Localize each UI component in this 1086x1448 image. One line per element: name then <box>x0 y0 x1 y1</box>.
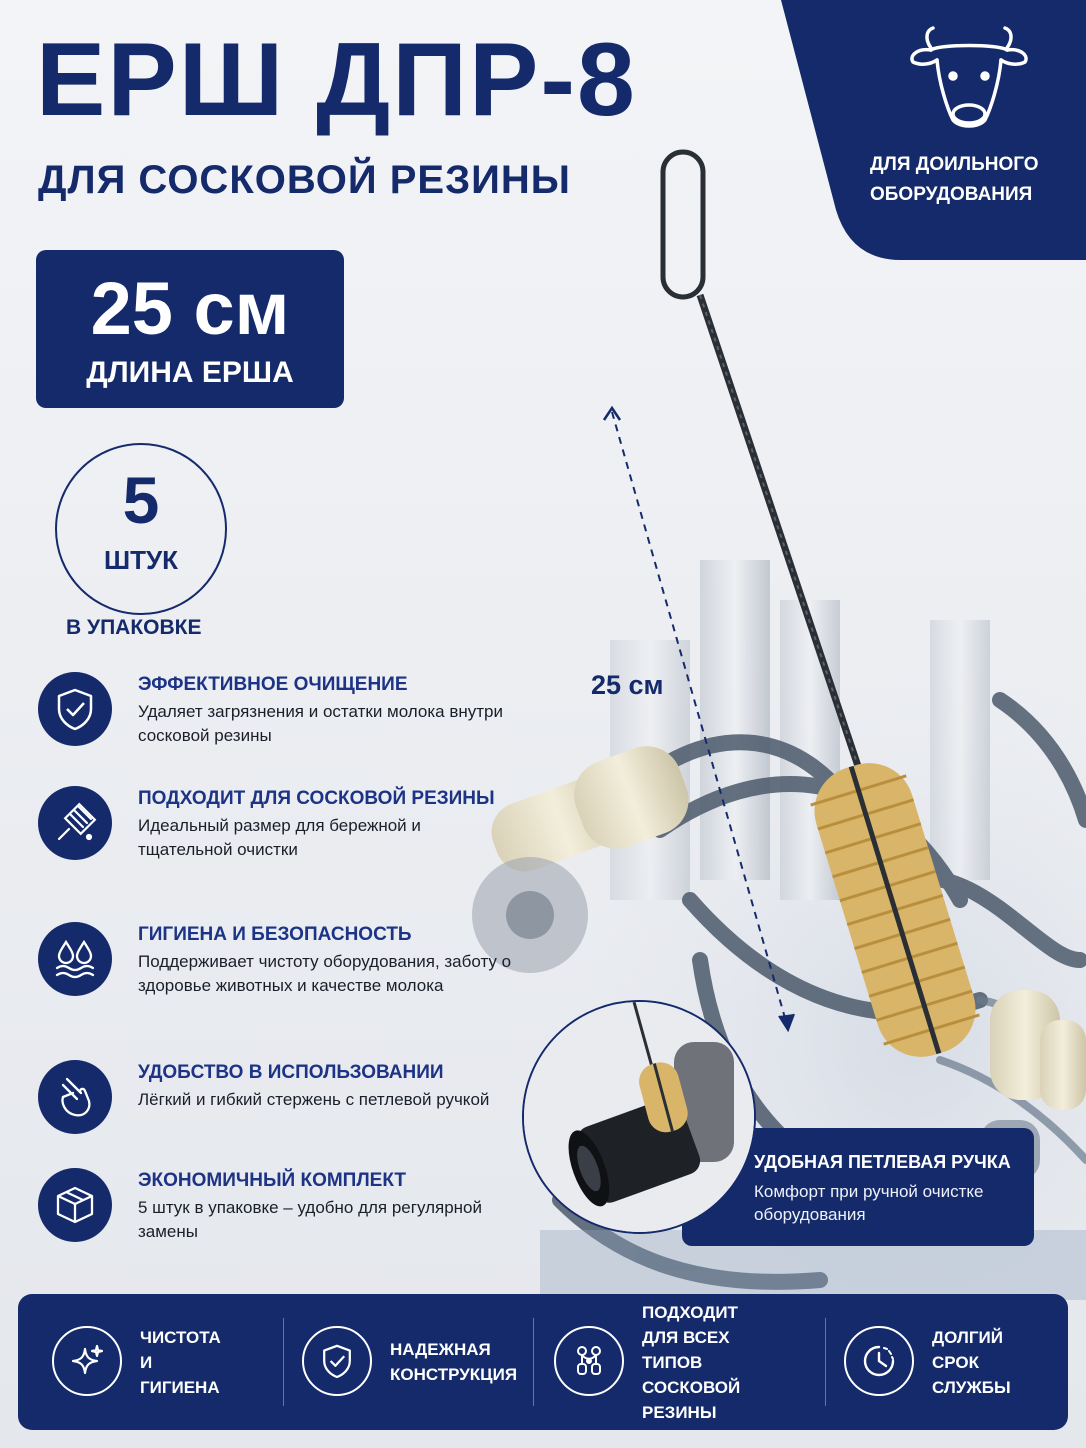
teat-cups-icon <box>554 1326 624 1396</box>
length-value: 25 см <box>90 267 290 350</box>
water-drops-icon <box>38 922 112 996</box>
shield-check-icon <box>302 1326 372 1396</box>
feature-desc: 5 штук в упаковке – удобно для регулярной замены <box>138 1198 483 1241</box>
hand-icon <box>38 1060 112 1134</box>
box-icon <box>38 1168 112 1242</box>
inset-photo <box>522 1000 756 1234</box>
benefit-label: НАДЕЖНАЯ КОНСТРУКЦИЯ <box>390 1340 518 1384</box>
feature-title: УДОБСТВО В ИСПОЛЬЗОВАНИИ <box>138 1062 444 1083</box>
feature-title: ПОДХОДИТ ДЛЯ СОСКОВОЙ РЕЗИНЫ <box>138 788 495 809</box>
measure-label: 25 см <box>591 670 664 700</box>
corner-badge <box>781 0 1086 260</box>
shield-check-icon <box>38 672 112 746</box>
count-caption: В УПАКОВКЕ <box>66 616 202 639</box>
corner-badge-text: ДЛЯ ДОИЛЬНОГО ОБОРУДОВАНИЯ <box>870 154 1039 205</box>
brush-icon <box>38 786 112 860</box>
callout-title: УДОБНАЯ ПЕТЛЕВАЯ РУЧКА <box>754 1152 1011 1172</box>
sparkle-icon <box>52 1326 122 1396</box>
length-badge <box>36 250 344 408</box>
length-label: ДЛИНА ЕРША <box>86 356 294 389</box>
count-unit: ШТУК <box>103 545 179 575</box>
page-title: ЕРШ ДПР-8 <box>36 22 637 138</box>
clock-icon <box>844 1326 914 1396</box>
benefit-label: ЧИСТОТА И ГИГИЕНА <box>140 1327 221 1397</box>
count-badge <box>55 443 227 615</box>
count-number: 5 <box>122 463 160 537</box>
feature-desc: Удаляет загрязнения и остатки молока внутри сосковой резины <box>138 702 504 745</box>
benefit-label: ДОЛГИЙ СРОК СЛУЖБЫ <box>932 1327 1011 1397</box>
feature-title: ГИГИЕНА И БЕЗОПАСНОСТЬ <box>138 924 412 945</box>
callout-desc: Комфорт при ручной очистке оборудования <box>754 1182 984 1224</box>
benefits-bar <box>18 1294 1068 1430</box>
feature-desc: Идеальный размер для бережной и тщательной очистки <box>138 816 421 859</box>
feature-title: ЭКОНОМИЧНЫЙ КОМПЛЕКТ <box>138 1170 407 1191</box>
feature-title: ЭФФЕКТИВНОЕ ОЧИЩЕНИЕ <box>138 674 408 695</box>
benefit-label: ПОДХОДИТ ДЛЯ ВСЕХ ТИПОВ СОСКОВОЙ РЕЗИНЫ <box>642 1302 741 1422</box>
page-subtitle: ДЛЯ СОСКОВОЙ РЕЗИНЫ <box>38 158 571 202</box>
feature-desc: Поддерживает чистоту оборудования, заботу о здоровье животных и качестве молока <box>138 952 512 995</box>
feature-desc: Лёгкий и гибкий стержень с петлевой ручкой <box>138 1090 490 1109</box>
